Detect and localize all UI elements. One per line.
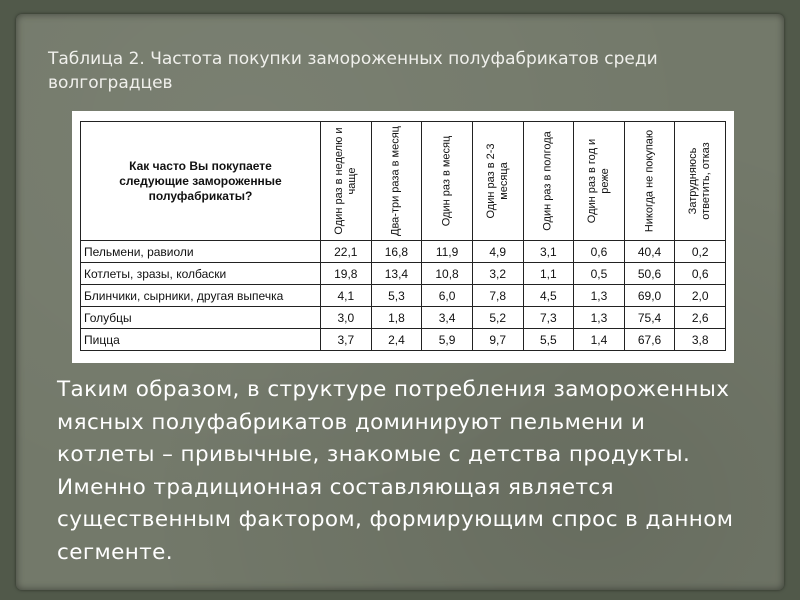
table-cell: 4,5 <box>523 285 574 307</box>
table-cell: 1,3 <box>574 285 625 307</box>
column-header: Никогда не покупаю <box>624 122 675 241</box>
table-cell: 1,4 <box>574 329 625 351</box>
table-cell: 6,0 <box>422 285 473 307</box>
table-cell: 3,8 <box>675 329 726 351</box>
column-header: Один раз в год и реже <box>574 122 625 241</box>
table-cell: 3,2 <box>472 263 523 285</box>
table-cell: 5,5 <box>523 329 574 351</box>
table-cell: 7,3 <box>523 307 574 329</box>
frequency-table <box>80 121 726 351</box>
table-cell: 75,4 <box>624 307 675 329</box>
column-header: Затрудняюсь ответить, отказ <box>675 122 726 241</box>
table-cell: 19,8 <box>321 263 372 285</box>
table-row <box>81 329 726 351</box>
table-cell: 5,9 <box>422 329 473 351</box>
row-label: Пицца <box>81 329 321 351</box>
table-row <box>81 285 726 307</box>
column-header: Один раз в 2-3 месяца <box>472 122 523 241</box>
table-row <box>81 263 726 285</box>
table-cell: 0,6 <box>574 241 625 263</box>
table-cell: 9,7 <box>472 329 523 351</box>
column-header: Один раз в полгода <box>523 122 574 241</box>
table-cell: 0,6 <box>675 263 726 285</box>
table-cell: 22,1 <box>321 241 372 263</box>
table-image <box>72 111 734 363</box>
table-cell: 3,4 <box>422 307 473 329</box>
table-body <box>81 241 726 351</box>
row-label: Блинчики, сырники, другая выпечка <box>81 285 321 307</box>
table-header-row <box>81 122 726 241</box>
table-cell: 2,4 <box>371 329 422 351</box>
table-cell: 3,7 <box>321 329 372 351</box>
table-row <box>81 241 726 263</box>
row-label: Голубцы <box>81 307 321 329</box>
slide-title: Таблица 2. Частота покупки замороженных полуфабрикатов среди волгоградцев <box>48 49 658 93</box>
table-cell: 5,2 <box>472 307 523 329</box>
table-cell: 1,8 <box>371 307 422 329</box>
table-cell: 2,0 <box>675 285 726 307</box>
table-row <box>81 307 726 329</box>
table-cell: 0,2 <box>675 241 726 263</box>
table-cell: 4,1 <box>321 285 372 307</box>
column-header: Один раз в неделю и чаще <box>321 122 372 241</box>
table-cell: 13,4 <box>371 263 422 285</box>
table-cell: 2,6 <box>675 307 726 329</box>
table-cell: 10,8 <box>422 263 473 285</box>
table-cell: 5,3 <box>371 285 422 307</box>
table-cell: 3,1 <box>523 241 574 263</box>
table-cell: 0,5 <box>574 263 625 285</box>
column-header: Два-три раза в месяц <box>371 122 422 241</box>
column-header: Один раз в месяц <box>422 122 473 241</box>
row-label: Пельмени, равиоли <box>81 241 321 263</box>
table-cell: 50,6 <box>624 263 675 285</box>
conclusion-text: Таким образом, в структуре потребления замороженных мясных полуфабрикатов доминируют пельмени и котлеты – привычные, знакомые с детства продукты. Именно традиционная составляющая является существенным фактором, формирующим спрос в данном сегменте. <box>57 377 734 565</box>
table-cell: 40,4 <box>624 241 675 263</box>
table-cell: 1,3 <box>574 307 625 329</box>
question-header: Как часто Вы покупаете следующие замороженные полуфабрикаты? <box>81 122 321 241</box>
table-cell: 4,9 <box>472 241 523 263</box>
table-cell: 67,6 <box>624 329 675 351</box>
table-cell: 3,0 <box>321 307 372 329</box>
table-cell: 69,0 <box>624 285 675 307</box>
table-cell: 11,9 <box>422 241 473 263</box>
table-cell: 16,8 <box>371 241 422 263</box>
row-label: Котлеты, зразы, колбаски <box>81 263 321 285</box>
table-cell: 7,8 <box>472 285 523 307</box>
table-cell: 1,1 <box>523 263 574 285</box>
